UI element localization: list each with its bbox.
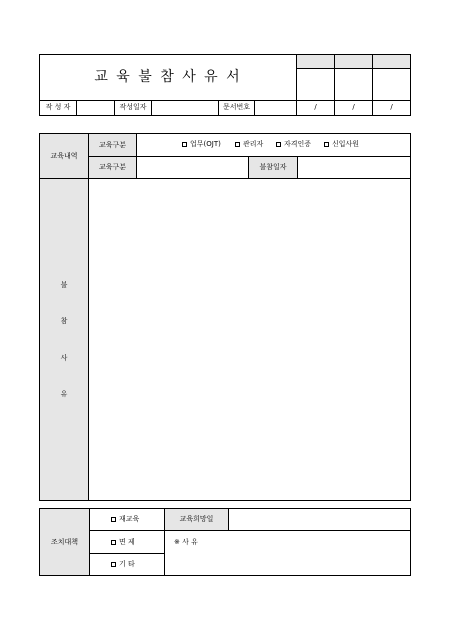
checkbox-icon[interactable]	[276, 142, 281, 147]
measures-reason-label: ※ 사 유	[174, 538, 198, 546]
date-slash: /	[314, 103, 317, 111]
reason-label-char: 불	[60, 281, 68, 289]
date-label: 작성일자	[119, 103, 147, 111]
page-title: 교 육 불 참 사 유 서	[94, 69, 242, 85]
education-type-label: 교육구분	[98, 141, 127, 149]
education-section-label: 교육내역	[50, 152, 78, 160]
option-retraining[interactable]: 재교육	[111, 516, 139, 523]
checkbox-icon[interactable]	[111, 562, 116, 567]
option-other[interactable]: 기 타	[111, 561, 135, 568]
measures-section-label: 조치대책	[50, 538, 79, 546]
education-type-label: 교육구분	[98, 163, 127, 171]
reason-label-char: 참	[60, 317, 68, 325]
date-slash: /	[352, 103, 355, 111]
checkbox-icon[interactable]	[235, 142, 240, 147]
checkbox-icon[interactable]	[324, 142, 329, 147]
date-slash: /	[390, 103, 393, 111]
option-ojt[interactable]: 업무(OJT)	[182, 141, 221, 148]
reason-label-char: 사	[60, 354, 68, 362]
author-label: 작 성 자	[45, 103, 71, 111]
checkbox-icon[interactable]	[182, 142, 187, 147]
checkbox-icon[interactable]	[111, 517, 116, 522]
option-new-employee[interactable]: 신입사원	[324, 141, 359, 148]
reason-text-area[interactable]	[89, 179, 410, 500]
docno-label: 문서번호	[222, 103, 251, 111]
absence-date-label: 불참일자	[259, 163, 287, 171]
option-manager[interactable]: 관리자	[235, 141, 263, 148]
checkbox-icon[interactable]	[111, 540, 116, 545]
option-certification[interactable]: 자격인증	[276, 141, 311, 148]
preferred-date-label: 교육희망일	[179, 515, 214, 523]
reason-label-char: 유	[60, 390, 68, 398]
option-exemption[interactable]: 면 제	[111, 539, 135, 546]
